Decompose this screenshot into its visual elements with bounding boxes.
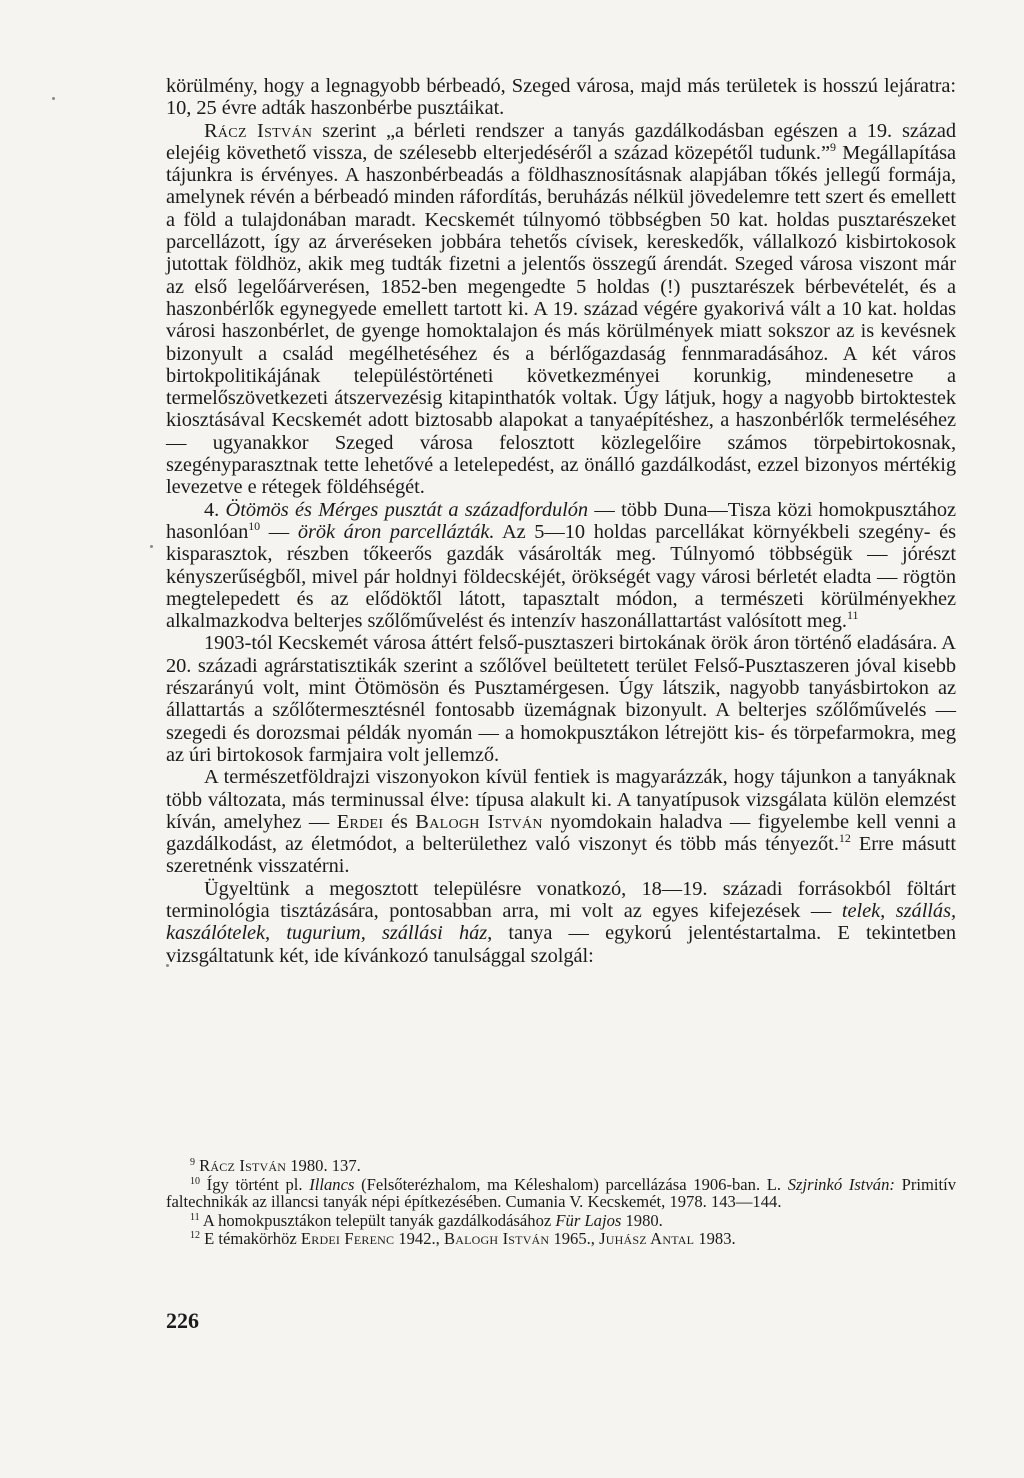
text-run: és	[383, 810, 416, 833]
text-run: 1980.	[621, 1210, 663, 1230]
text-run: 1983.	[694, 1229, 736, 1249]
paragraph	[166, 499, 956, 633]
footnote	[166, 1212, 956, 1230]
author-name: Rácz István	[199, 1156, 287, 1175]
footnote-ref: 11	[190, 1211, 200, 1223]
footnote-ref: 12	[190, 1230, 200, 1242]
author-name: Rácz István	[204, 119, 313, 142]
text-run: Primitív faltechnikák az illancsi tanyák népi építkezésében. Cumania V. Kecskemét, 1978. 143—144.	[166, 1174, 956, 1212]
text-run: szerint „a bérleti rendszer a tanyás gazdálkodásban egészen a 19. század elejéig követhető vissza, de szélesebb elterjedéséről a század közepétől tudunk.”	[166, 119, 956, 164]
text-run: 1903-tól Kecskemét városa áttért felső-pusztaszeri birtokának örök áron történő eladására. A 20. századi agrárstatisztikák szerint a szőlővel beültetett terület Felső-Pusztaszeren jóval kisebb részarányú volt, mint Ötömösön és Pusztamérgesen. Úgy látszik, nagyobb tanyásbirtokon az állattartás a szőlőtermesztésnél fontosabb üzemágnak bizonyult. A belterjes szőlőművelés — szegedi és dorozsmai példák nyomán — a homokpusztákon létrejött kis- és törpefarmokra, meg az úri birtokosok farmjaira volt jellemző.	[166, 632, 956, 766]
text-run: A homokpusztákon települt tanyák gazdálkodásához	[199, 1210, 556, 1230]
italic-text: Illancs	[309, 1174, 355, 1194]
italic-text: örök áron parcellázták.	[297, 520, 495, 543]
paragraph	[166, 120, 956, 499]
text-run: (Felsőterézhalom, ma Kéleshalom) parcellázása 1906-ban. L.	[354, 1174, 788, 1194]
author-name: Balogh István	[443, 1229, 550, 1249]
footnotes	[166, 1157, 956, 1249]
text-run: — több Duna—Tisza közi homokpusztához hasonlóan	[166, 498, 956, 543]
author-name: Juhász Antal	[599, 1229, 695, 1249]
text-run: Erre másutt szeretnénk visszatérni.	[166, 833, 956, 878]
paragraph	[166, 75, 956, 120]
italic-text: Szjrinkó István:	[787, 1174, 895, 1194]
text-run: Megállapítása tájunkra is érvényes. A haszonbérbeadás a földhasznosításnak alapjában tőkés jellegű formája, amelynek révén a bérbeadó minden ráfordítás, beruházás nélkül jövedelemre tett szert és emellett a föld a tulajdonában maradt. Kecskemét túlnyomó többségben 50 kat. holdas pusztarészeket parcellázott, így az árveréseken jobbára tehetős cívisek, kereskedők, vállalkozó kisbirtokosok jutottak földhöz, akik meg tudták fizetni a jelentős összegű árendát. Szeged városa viszont már az első legelőárverésen, 1852-ben megengedte 5 holdas (!) pusztarészek bérbevételét, és a haszonbérlők egynegyede emellett tartott ki. A 19. század végére gyakorivá vált a 10 kat. holdas városi haszonbérlet, de gyenge homoktalajon és más körülmények miatt sokszor az is kevésnek bizonyult a család megélhetéséhez és a bérlőgazdaság fennmaradásához. A két város birtokpolitikájának településtörténeti következményei korunkig, mindenesetre a termelőszövetkezeti átszervezésig kitapinthatók voltak. Úgy látjuk, hogy a nagyobb birtoktestek kiosztásával Kecskemét adott biztosabb alapokat a tanyaépítéshez, a haszonbérlők termeléséhez — ugyanakkor Szeged városa felosztott közlegelőire számos törpebirtokosnak, szegényparasztnak tette lehetővé a letelepedést, az önálló gazdálkodást, ezzel bizonyos mértékig levezetve e rétegek földéhségét.	[166, 141, 956, 499]
author-name: Erdei	[336, 810, 384, 833]
text-run: Ügyeltünk a megosztott településre vonatkozó, 18—19. századi forrásokból föltárt terminológia tisztázására, pontosabban arra, mi volt az egyes kifejezések —	[166, 877, 956, 922]
text-run: tanya — egykorú jelentéstartalma. E tekintetben vizsgáltatunk két, ide kívánkozó tanulsággal szolgál:	[166, 922, 956, 967]
paragraph	[166, 878, 956, 967]
text-run: Így történt pl.	[200, 1174, 310, 1194]
footnote	[166, 1176, 956, 1211]
text-run: 1965.,	[549, 1229, 600, 1249]
author-name: Erdei Ferenc	[300, 1229, 395, 1249]
body-text	[166, 75, 956, 967]
footnote-ref: 10	[248, 518, 261, 533]
footnote-ref: 9	[190, 1157, 195, 1168]
italic-text: Für Lajos	[555, 1210, 622, 1230]
scan-speck	[150, 545, 153, 548]
paragraph	[166, 632, 956, 766]
text-run: nyomdokain haladva — figyelembe kell venni a gazdálkodást, az életmódot, a belterülethez való viszonyt és több más tényezőt.	[166, 810, 956, 856]
text-run: A természetföldrajzi viszonyokon kívül fentiek is magyarázzák, hogy tájunkon a tanyáknak több változata, más terminussal élve: típusa alakult ki. A tanyatípusok vizsgálata külön elemzést kíván, amelyhez —	[166, 766, 956, 833]
text-run: körülmény, hogy a legnagyobb bérbeadó, Szeged városa, majd más területek is hosszú lejáratra: 10, 25 évre adták haszonbérbe pusztáikat.	[166, 75, 956, 120]
text-run: Az 5—10 holdas parcellákat környékbeli szegény- és kisparasztok, részben tőkeerős gazdák vásárolták meg. Túlnyomó többségük — jórészt kényszerűségből, mivel pár holdnyi földecskéjét, örökségét vagy városi bérletét eladta — rögtön megtelepedett és az elődöktől látott, tapasztalt módon, a természeti körülményekhez alkalmazkodva belterjes szőlőművelést és intenzív haszonállattartást valósított meg.	[166, 520, 957, 633]
text-run: E témakörhöz	[200, 1229, 301, 1249]
text-run: 4.	[204, 498, 226, 521]
italic-text: Ötömös és Mérges pusztát a századfordulón	[225, 498, 589, 521]
footnote-ref: 9	[829, 139, 836, 154]
footnote-ref: 11	[846, 608, 859, 623]
paragraph	[166, 766, 956, 877]
text-run: 1942.,	[394, 1229, 444, 1249]
footnote	[166, 1230, 956, 1248]
footnote-ref: 12	[838, 831, 851, 846]
italic-text: telek, szállás, kaszálótelek, tugurium, szállási ház,	[166, 899, 956, 945]
text-run: —	[260, 520, 298, 543]
page-number: 226	[166, 1308, 199, 1333]
footnote	[166, 1157, 956, 1175]
footnote-ref: 10	[190, 1175, 200, 1187]
scan-speck	[52, 97, 55, 100]
text-run: 1980. 137.	[286, 1156, 361, 1175]
author-name: Balogh István	[415, 810, 543, 833]
